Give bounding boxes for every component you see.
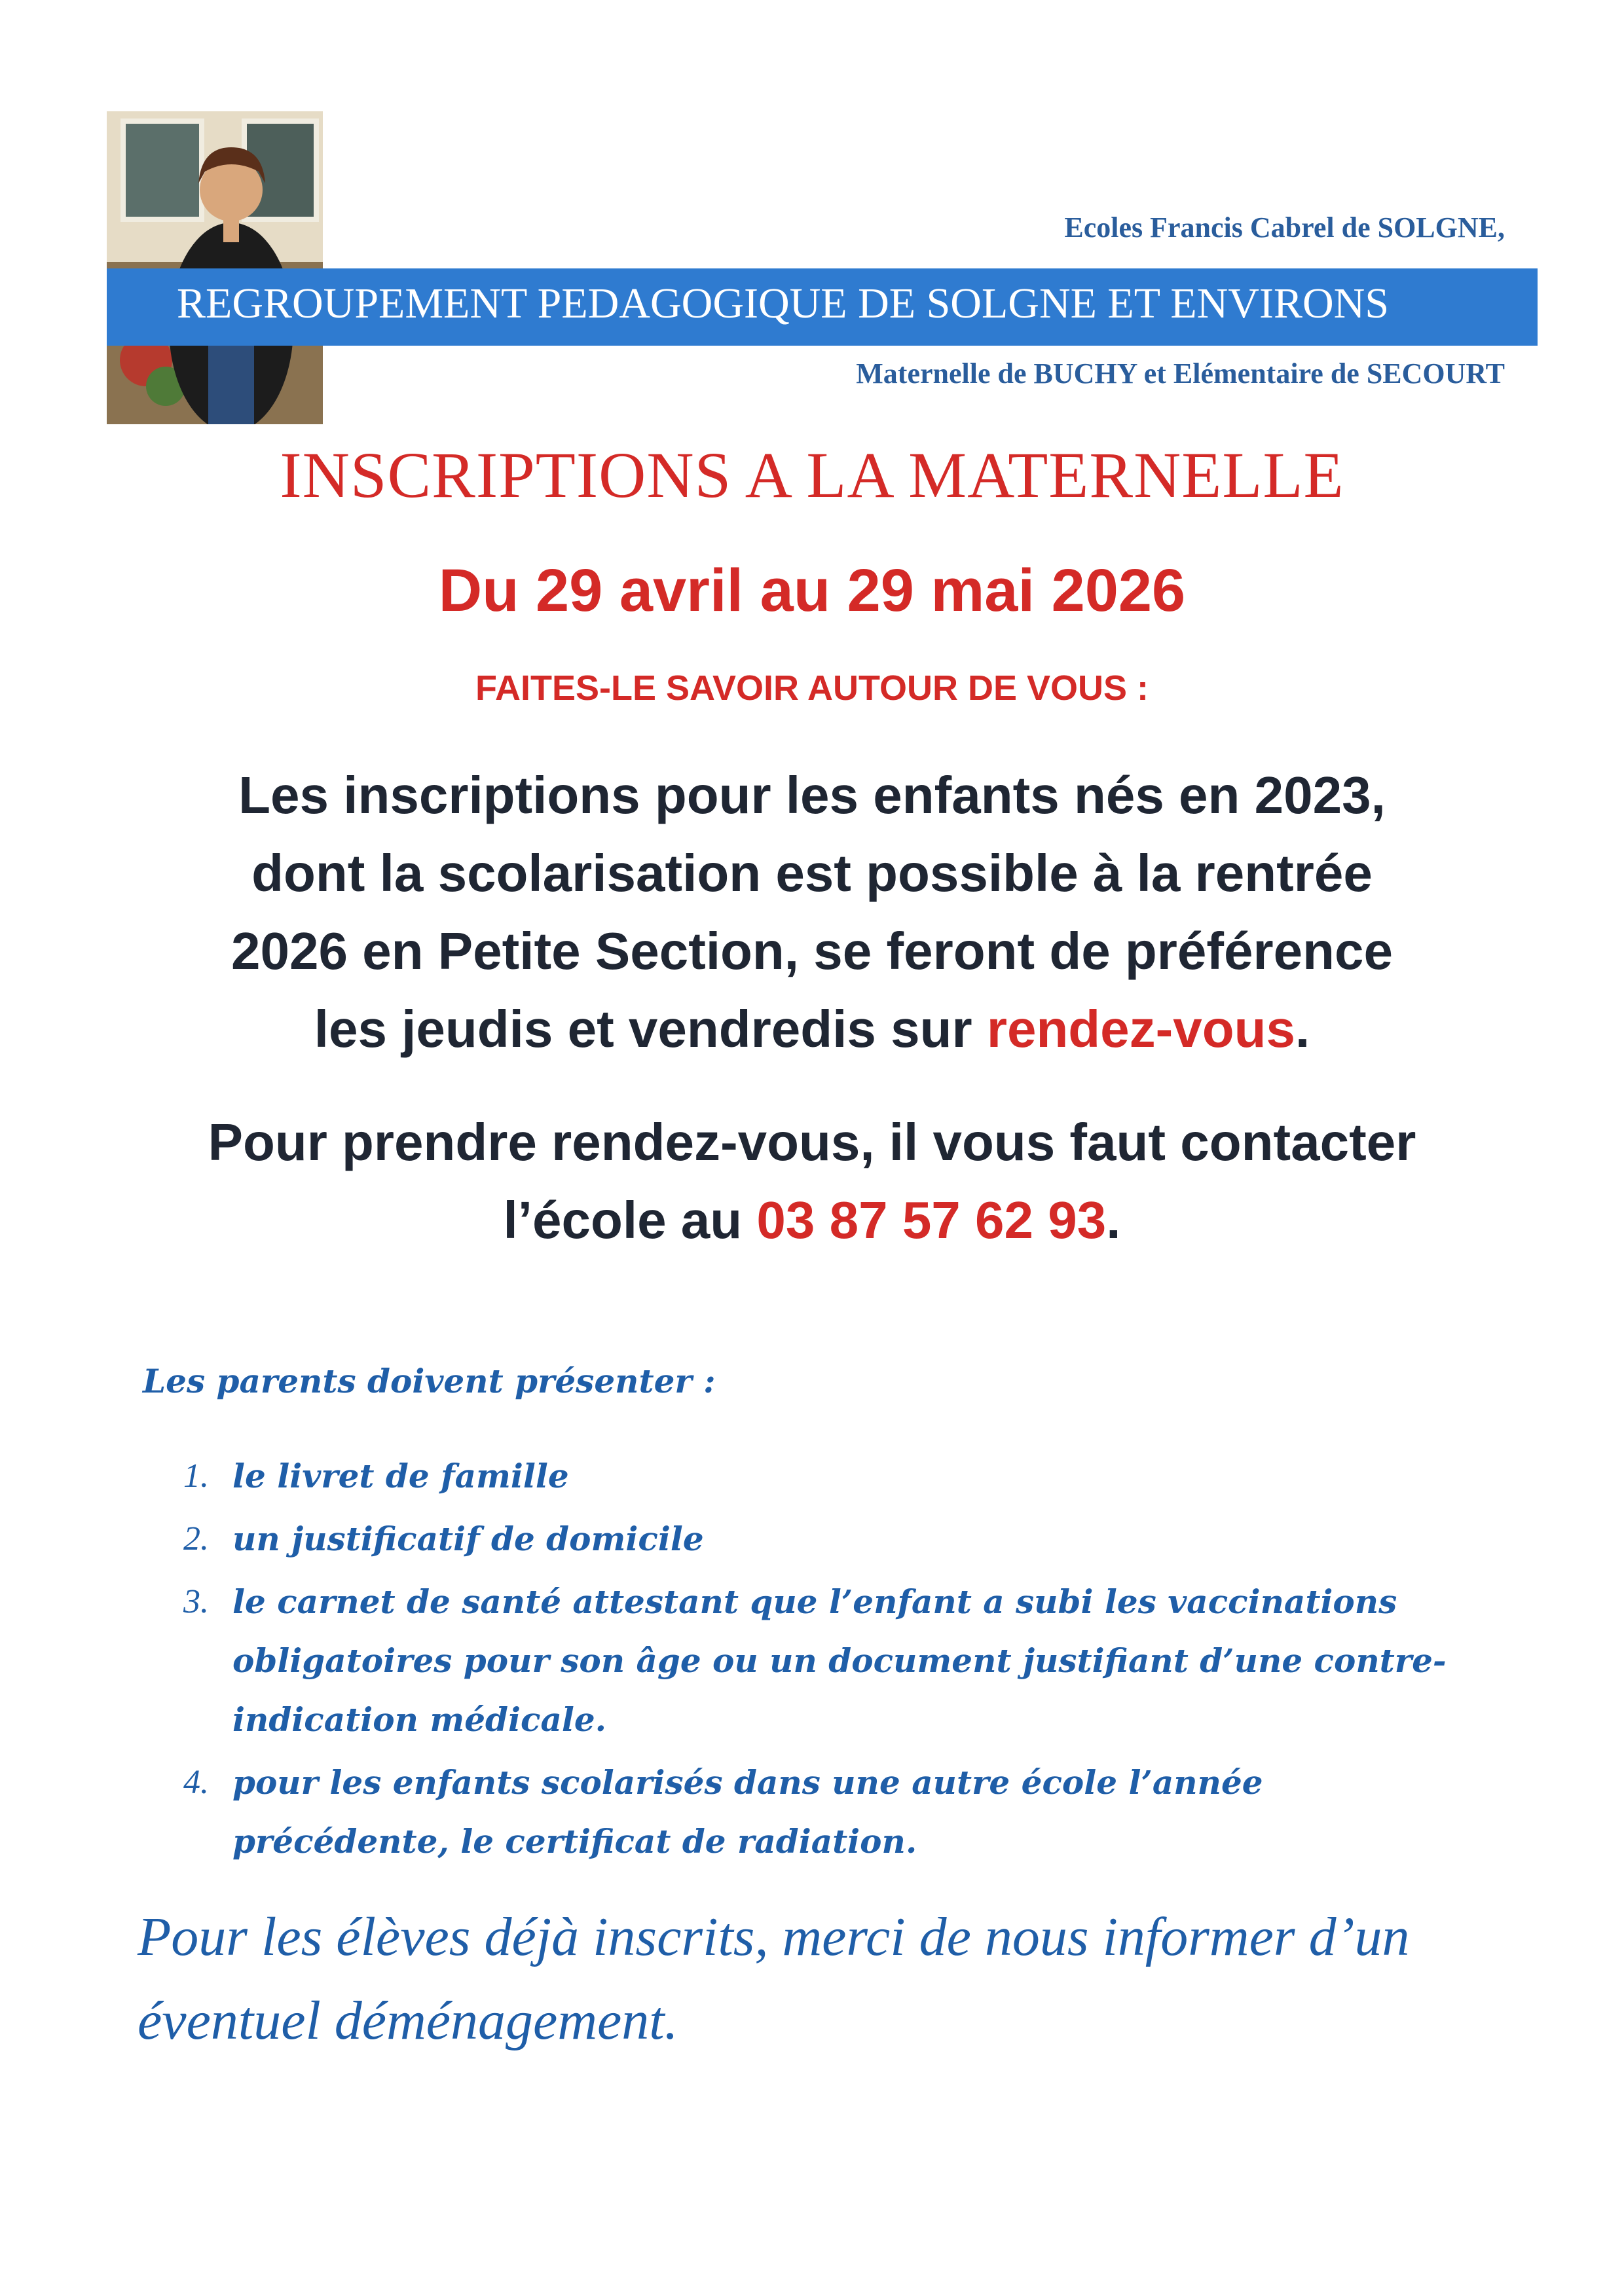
list-item xyxy=(183,1573,1477,1749)
paragraph-text: . xyxy=(1295,1000,1310,1058)
closing-note: Pour les élèves déjà inscrits, merci de nous informer d’un éventuel déménagement. xyxy=(138,1906,1410,2051)
paragraph-text: l’école au xyxy=(503,1191,757,1249)
spread-the-word: FAITES-LE SAVOIR AUTOUR DE VOUS : xyxy=(475,668,1149,708)
registration-dates: Du 29 avril au 29 mai 2026 xyxy=(438,557,1186,624)
documents-list xyxy=(183,1447,1477,1875)
paragraph-text: les jeudis et vendredis sur xyxy=(314,1000,987,1058)
paragraph-line xyxy=(0,1181,1624,1259)
school-name: Ecoles Francis Cabrel de SOLGNE, xyxy=(1064,211,1505,244)
list-item-text: un justificatif de domicile xyxy=(232,1520,704,1558)
list-number: 2. xyxy=(183,1520,209,1558)
appointment-highlight: rendez-vous xyxy=(986,1000,1296,1058)
list-number: 3. xyxy=(183,1583,209,1620)
paragraph-text: . xyxy=(1106,1191,1121,1249)
list-item xyxy=(183,1753,1477,1871)
registration-paragraph xyxy=(0,756,1624,1068)
documents-heading: Les parents doivent présenter : xyxy=(143,1362,716,1400)
list-item xyxy=(183,1510,1477,1569)
list-number: 4. xyxy=(183,1764,209,1801)
portrait-photo xyxy=(107,111,323,424)
list-number: 1. xyxy=(183,1457,209,1495)
school-subtitle: Maternelle de BUCHY et Elémentaire de SECOURT xyxy=(856,357,1505,390)
paragraph-line: dont la scolarisation est possible à la rentrée xyxy=(251,844,1373,902)
page-title: INSCRIPTIONS A LA MATERNELLE xyxy=(280,439,1344,511)
phone-number: 03 87 57 62 93 xyxy=(756,1191,1107,1249)
portrait-image xyxy=(107,111,323,424)
paragraph-line: Pour prendre rendez-vous, il vous faut contacter xyxy=(208,1113,1416,1171)
list-item xyxy=(183,1447,1477,1506)
list-item-text: pour les enfants scolarisés dans une autre école l’année précédente, le certificat de radiation. xyxy=(232,1763,1263,1861)
contact-paragraph xyxy=(0,1103,1624,1259)
paragraph-line: 2026 en Petite Section, se feront de préférence xyxy=(231,922,1393,980)
paragraph-line: Les inscriptions pour les enfants nés en 2023, xyxy=(238,766,1386,824)
list-item-text: le carnet de santé attestant que l’enfant a subi les vaccinations obligatoires pour son âge ou un document justifiant d’une contre-indication médicale. xyxy=(232,1582,1447,1739)
paragraph-line xyxy=(0,990,1624,1068)
list-item-text: le livret de famille xyxy=(232,1457,569,1495)
banner-title: REGROUPEMENT PEDAGOGIQUE DE SOLGNE ET ENVIRONS xyxy=(177,280,1390,327)
